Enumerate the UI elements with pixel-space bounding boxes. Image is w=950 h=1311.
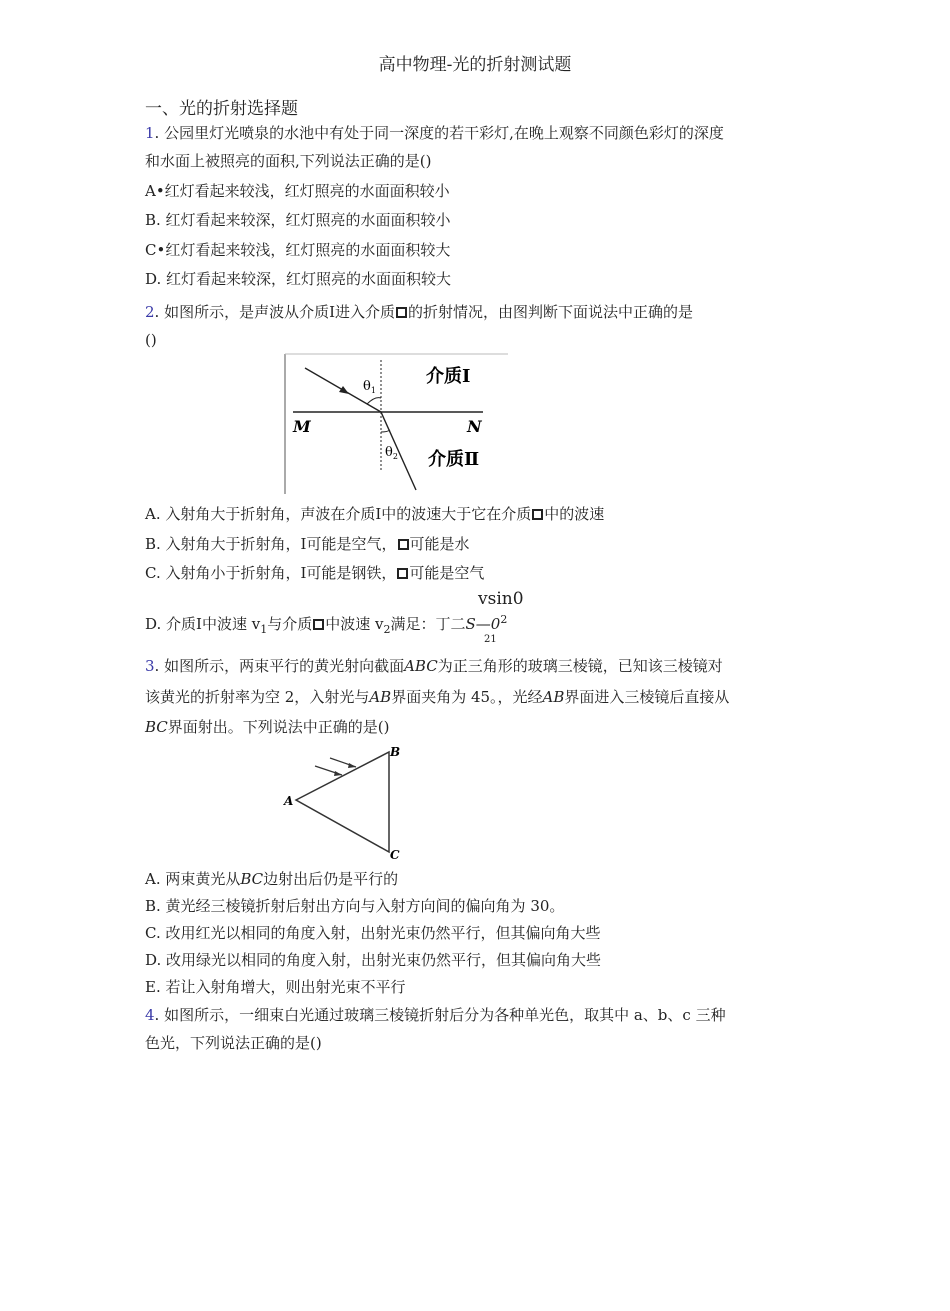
q3-stem-line1 [145,655,723,676]
q3-stem-line3 [145,716,390,737]
point-m-label: M [293,417,311,436]
prism-triangle [296,752,389,852]
q2-option-d-text2: 与介质 [267,615,313,633]
q2-option-d-formula-bottom: 21 [484,634,497,645]
q2-option-d [145,613,507,636]
section-heading: 一、光的折射选择题 [145,99,298,119]
q2-option-d-sub3: 2 [383,623,391,636]
q2-option-d-text1: D. 介质Ⅰ中波速 v [145,615,261,633]
q2-option-a-text1: A. 入射角大于折射角，声波在介质Ⅰ中的波速大于它在介质 [145,505,532,523]
q2-option-b-text1: B. 入射角大于折射角，Ⅰ可能是空气， [145,535,397,553]
q2-option-d-text5: S—0 [465,615,501,633]
q2-stem-line2: () [145,331,157,349]
vertex-c-label: C [390,848,400,862]
q3-option-a [145,868,398,889]
q2-number: 2 [145,303,155,321]
q3-option-d: D. 改用绿光以相同的角度入射，出射光束仍然平行，但其偏向角大些 [145,951,602,969]
ray1-arrow-icon [334,771,342,776]
q3-stem-text2d: AB [542,688,565,706]
point-n-label: N [467,417,482,436]
q2-option-c-text1: C. 入射角小于折射角，Ⅰ可能是钢铁， [145,564,397,582]
theta1-label: $\theta_1$ [363,379,376,395]
q2-stem-text1: . 如图所示，是声波从介质Ⅰ进入介质 [154,303,396,321]
q3-stem-text3a: BC [145,718,168,736]
q3-option-c: C. 改用红光以相同的角度入射，出射光束仍然平行，但其偏向角大些 [145,924,601,942]
q2-option-a [145,503,604,524]
incident-arrow-icon [339,386,349,394]
q3-stem-text2a: 该黄光的折射率为空 2，入射光与 [145,688,370,706]
q3-stem-text1c: 为正三角形的玻璃三棱镜，已知该三棱镜对 [437,657,723,675]
page-title: 高中物理-光的折射测试题 [378,55,572,75]
q2-option-d-sup5: 2 [500,613,508,626]
q3-stem-text1b: ABC [404,657,438,675]
q2-option-d-formula-top: vsin0 [478,589,524,609]
q2-option-d-text4: 满足：丁二 [390,615,466,633]
missing-glyph-box [398,539,409,550]
q3-stem-line2 [145,686,729,707]
q2-option-c-text2: 可能是空气 [409,564,485,582]
q3-option-b: B. 黄光经三棱镜折射后射出方向与入射方向间的偏向角为 30。 [145,897,565,915]
q2-option-c [145,562,484,583]
q3-stem-text3b: 界面射出。下列说法中正确的是() [167,718,390,736]
q3-option-a-text3: 边射出后仍是平行的 [263,870,399,888]
prism-diagram [282,742,412,862]
missing-glyph-box [396,307,407,318]
missing-glyph-box [313,619,324,630]
theta1-arc [367,398,381,404]
vertex-b-label: B [390,745,401,759]
q2-stem-text1b: 的折射情况，由图判断下面说法中正确的是 [408,303,694,321]
q1-option-b: B. 红灯看起来较深，红灯照亮的水面面积较小 [145,211,451,229]
q3-stem-text1a: . 如图所示，两束平行的黄光射向截面 [154,657,405,675]
medium1-label: 介质Ⅰ [426,366,471,387]
q4-stem-text1: . 如图所示，一细束白光通过玻璃三棱镜折射后分为各种单光色，取其中 a、b、c 三种 [154,1006,726,1024]
q3-stem-text2c: 界面夹角为 45。，光经 [391,688,543,706]
q3-number: 3 [145,657,155,675]
q1-stem-line1 [145,122,724,143]
q1-option-c: C•红灯看起来较浅，红灯照亮的水面面积较大 [145,241,451,259]
q1-number: 1 [145,124,155,142]
q3-stem-text2e: 界面进入三棱镜后直接从 [564,688,730,706]
q2-option-d-text3: 中波速 v [325,615,384,633]
q1-stem-text1: . 公园里灯光喷泉的水池中有处于同一深度的若干彩灯,在晚上观察不同颜色彩灯的深度 [154,124,724,142]
medium2-label: 介质Ⅱ [428,449,480,470]
q3-option-e: E. 若让入射角增大，则出射光束不平行 [145,978,406,996]
q3-stem-text2b: AB [369,688,392,706]
missing-glyph-box [532,509,543,520]
q3-option-a-text1: A. 两束黄光从 [145,870,241,888]
q4-stem-line2: 色光，下列说法正确的是() [145,1034,322,1052]
q2-option-b [145,533,470,554]
q2-option-d-sub1: 1 [260,623,268,636]
theta2-label: $\theta_2$ [385,445,398,461]
q1-option-a: A•红灯看起来较浅，红灯照亮的水面面积较小 [145,182,450,200]
q2-stem-line1 [145,301,693,322]
q4-stem-line1 [145,1004,726,1025]
q4-number: 4 [145,1006,155,1024]
q3-option-a-text2: BC [240,870,264,888]
missing-glyph-box [397,568,408,579]
q1-option-d: D. 红灯看起来较深，红灯照亮的水面面积较大 [145,270,452,288]
refraction-diagram [283,352,511,498]
q1-stem-line2: 和水面上被照亮的面积,下列说法正确的是() [145,152,432,170]
q2-option-b-text2: 可能是水 [409,535,470,553]
ray2-arrow-icon [348,763,356,768]
q2-option-a-text2: 中的波速 [544,505,605,523]
vertex-a-label: A [284,794,294,808]
theta2-arc [381,430,390,432]
